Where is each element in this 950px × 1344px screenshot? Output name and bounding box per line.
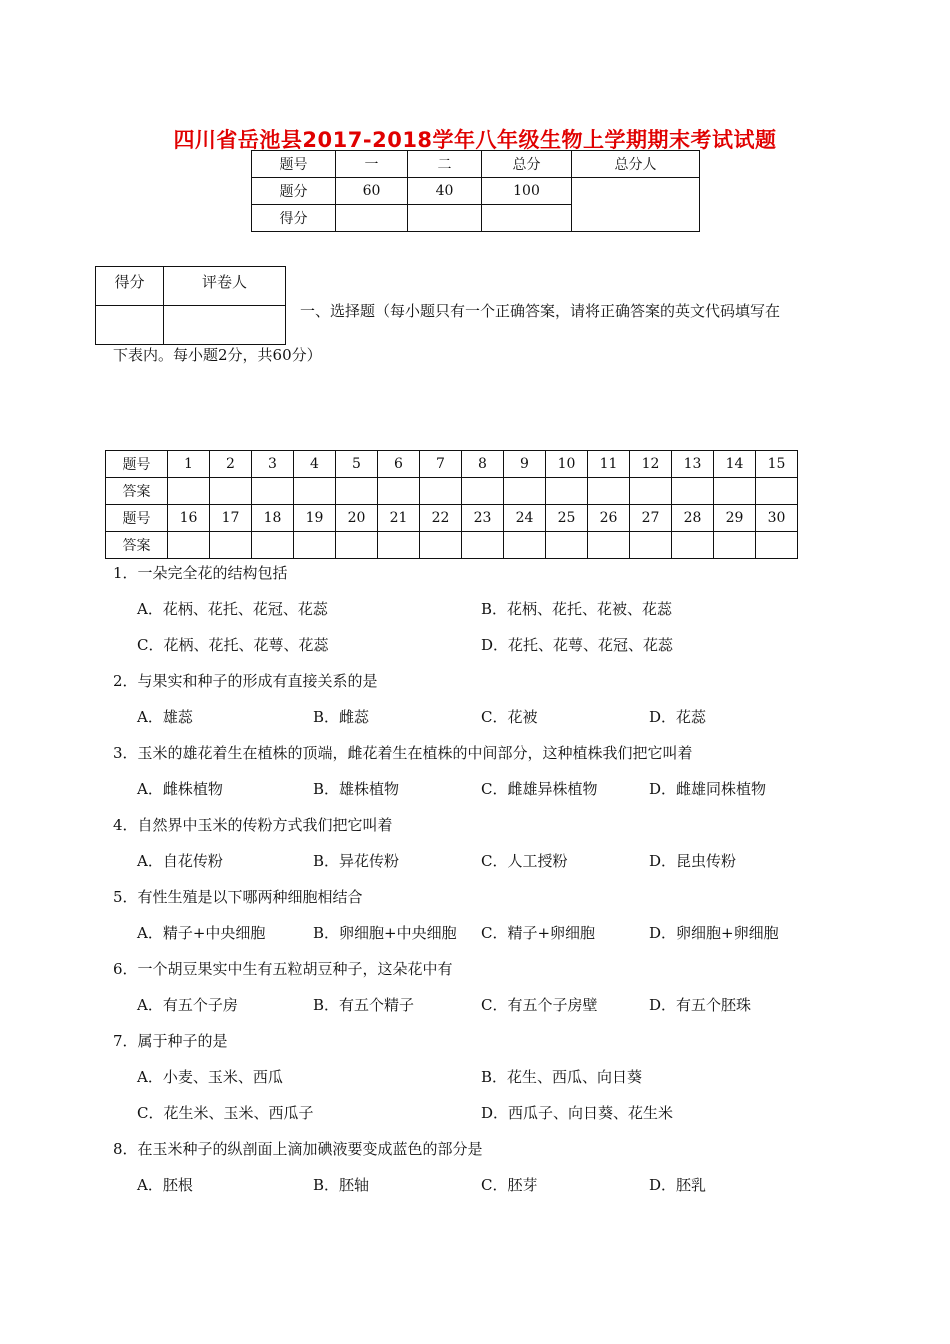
question-option: B．胚轴 xyxy=(313,1176,370,1194)
answer-number-cell: 20 xyxy=(336,505,378,532)
answer-input-cell[interactable] xyxy=(168,532,210,559)
answer-input-cell[interactable] xyxy=(504,478,546,505)
answer-input-cell[interactable] xyxy=(756,478,798,505)
question-option: B．花柄、花托、花被、花蕊 xyxy=(481,600,673,618)
question-option: A．精子+中央细胞 xyxy=(137,924,266,942)
question-option: A．自花传粉 xyxy=(137,852,223,870)
question-option: B．有五个精子 xyxy=(313,996,415,1014)
answer-input-cell[interactable] xyxy=(672,478,714,505)
question-option: C．人工授粉 xyxy=(481,852,568,870)
answer-number-cell: 3 xyxy=(252,451,294,478)
question-option: B．雄株植物 xyxy=(313,780,400,798)
answer-input-cell[interactable] xyxy=(168,478,210,505)
question-stem: 2．与果实和种子的形成有直接关系的是 xyxy=(113,672,378,690)
question-option: B．异花传粉 xyxy=(313,852,400,870)
question-option: C．雌雄异株植物 xyxy=(481,780,598,798)
answer-input-cell[interactable] xyxy=(546,478,588,505)
answer-number-cell: 11 xyxy=(588,451,630,478)
question-stem: 8．在玉米种子的纵剖面上滴加碘液要变成蓝色的部分是 xyxy=(113,1140,483,1158)
answer-input-cell[interactable] xyxy=(210,532,252,559)
question-option: D．卵细胞+卵细胞 xyxy=(649,924,779,942)
grader-label: 评卷人 xyxy=(164,267,286,306)
answer-number-cell: 9 xyxy=(504,451,546,478)
answer-input-cell[interactable] xyxy=(630,478,672,505)
answer-input-cell[interactable] xyxy=(588,478,630,505)
answer-number-cell: 1 xyxy=(168,451,210,478)
answer-input-cell[interactable] xyxy=(462,532,504,559)
question-option: A．雌株植物 xyxy=(137,780,223,798)
answer-table xyxy=(105,450,798,559)
answer-input-cell[interactable] xyxy=(420,532,462,559)
section-heading: 一、选择题（每小题只有一个正确答案，请将正确答案的英文代码填写在 xyxy=(300,302,781,320)
score-cell: 60 xyxy=(336,178,408,205)
question-stem: 5．有性生殖是以下哪两种细胞相结合 xyxy=(113,888,363,906)
question-option: D．花蕊 xyxy=(649,708,707,726)
question-option: D．有五个胚珠 xyxy=(649,996,752,1014)
score-cell: 题分 xyxy=(252,178,336,205)
answer-input-cell[interactable] xyxy=(210,478,252,505)
question-option: C．花柄、花托、花萼、花蕊 xyxy=(137,636,329,654)
answer-label: 答案 xyxy=(106,478,168,505)
question-option: C．胚芽 xyxy=(481,1176,538,1194)
grader-name-input[interactable] xyxy=(164,306,286,345)
answer-number-cell: 12 xyxy=(630,451,672,478)
answer-input-cell[interactable] xyxy=(378,478,420,505)
question-option: C．花被 xyxy=(481,708,538,726)
question-option: A．胚根 xyxy=(137,1176,193,1194)
answer-number-cell: 23 xyxy=(462,505,504,532)
score-header-cell: 总分人 xyxy=(572,151,700,178)
answer-number-cell: 6 xyxy=(378,451,420,478)
answer-number-cell: 15 xyxy=(756,451,798,478)
question-option: C．有五个子房壁 xyxy=(481,996,598,1014)
score-cell: 得分 xyxy=(252,205,336,232)
score-cell: 100 xyxy=(482,178,572,205)
answer-input-cell[interactable] xyxy=(420,478,462,505)
question-stem: 4．自然界中玉米的传粉方式我们把它叫着 xyxy=(113,816,393,834)
score-cell: 40 xyxy=(408,178,482,205)
question-option: B．花生、西瓜、向日葵 xyxy=(481,1068,643,1086)
question-option: D．花托、花萼、花冠、花蕊 xyxy=(481,636,674,654)
answer-number-cell: 21 xyxy=(378,505,420,532)
answer-input-cell[interactable] xyxy=(756,532,798,559)
answer-input-cell[interactable] xyxy=(672,532,714,559)
question-option: A．有五个子房 xyxy=(137,996,238,1014)
answer-number-cell: 28 xyxy=(672,505,714,532)
question-option: D．昆虫传粉 xyxy=(649,852,737,870)
question-option: C．精子+卵细胞 xyxy=(481,924,596,942)
question-stem: 6．一个胡豆果实中生有五粒胡豆种子，这朵花中有 xyxy=(113,960,453,978)
score-input-cell[interactable] xyxy=(482,205,572,232)
answer-number-cell: 22 xyxy=(420,505,462,532)
question-option: A．花柄、花托、花冠、花蕊 xyxy=(137,600,328,618)
total-scorer-cell[interactable] xyxy=(572,178,700,232)
score-input-cell[interactable] xyxy=(336,205,408,232)
answer-number-cell: 8 xyxy=(462,451,504,478)
score-header-cell: 一 xyxy=(336,151,408,178)
answer-input-cell[interactable] xyxy=(588,532,630,559)
score-input-cell[interactable] xyxy=(408,205,482,232)
answer-num-label: 题号 xyxy=(106,451,168,478)
answer-input-cell[interactable] xyxy=(252,532,294,559)
answer-num-label: 题号 xyxy=(106,505,168,532)
grader-score-input[interactable] xyxy=(96,306,164,345)
answer-number-cell: 30 xyxy=(756,505,798,532)
answer-input-cell[interactable] xyxy=(546,532,588,559)
answer-number-cell: 19 xyxy=(294,505,336,532)
question-stem: 7．属于种子的是 xyxy=(113,1032,228,1050)
section-heading-cont: 下表内。每小题2分，共60分） xyxy=(113,346,322,364)
answer-number-cell: 26 xyxy=(588,505,630,532)
answer-number-cell: 16 xyxy=(168,505,210,532)
grader-table xyxy=(95,266,286,345)
answer-input-cell[interactable] xyxy=(294,478,336,505)
question-option: D．雌雄同株植物 xyxy=(649,780,767,798)
question-option: D．胚乳 xyxy=(649,1176,707,1194)
answer-number-cell: 14 xyxy=(714,451,756,478)
answer-number-cell: 17 xyxy=(210,505,252,532)
score-summary-table xyxy=(251,150,700,232)
answer-input-cell[interactable] xyxy=(336,532,378,559)
page-title: 四川省岳池县2017-2018学年八年级生物上学期期末考试试题 xyxy=(173,128,777,152)
question-option: C．花生米、玉米、西瓜子 xyxy=(137,1104,314,1122)
question-option: B．雌蕊 xyxy=(313,708,370,726)
answer-number-cell: 24 xyxy=(504,505,546,532)
answer-input-cell[interactable] xyxy=(252,478,294,505)
answer-number-cell: 5 xyxy=(336,451,378,478)
answer-input-cell[interactable] xyxy=(294,532,336,559)
question-option: D．西瓜子、向日葵、花生米 xyxy=(481,1104,674,1122)
answer-input-cell[interactable] xyxy=(378,532,420,559)
answer-number-cell: 25 xyxy=(546,505,588,532)
answer-input-cell[interactable] xyxy=(462,478,504,505)
answer-number-cell: 27 xyxy=(630,505,672,532)
answer-number-cell: 29 xyxy=(714,505,756,532)
question-stem: 1．一朵完全花的结构包括 xyxy=(113,564,288,582)
answer-number-cell: 4 xyxy=(294,451,336,478)
question-option: A．小麦、玉米、西瓜 xyxy=(137,1068,283,1086)
question-stem: 3．玉米的雄花着生在植株的顶端，雌花着生在植株的中间部分，这种植株我们把它叫着 xyxy=(113,744,693,762)
answer-number-cell: 13 xyxy=(672,451,714,478)
answer-label: 答案 xyxy=(106,532,168,559)
score-header-cell: 总分 xyxy=(482,151,572,178)
answer-number-cell: 2 xyxy=(210,451,252,478)
score-header-cell: 二 xyxy=(408,151,482,178)
answer-number-cell: 7 xyxy=(420,451,462,478)
answer-input-cell[interactable] xyxy=(504,532,546,559)
answer-input-cell[interactable] xyxy=(714,532,756,559)
answer-input-cell[interactable] xyxy=(630,532,672,559)
question-option: B．卵细胞+中央细胞 xyxy=(313,924,457,942)
answer-input-cell[interactable] xyxy=(714,478,756,505)
answer-input-cell[interactable] xyxy=(336,478,378,505)
answer-number-cell: 18 xyxy=(252,505,294,532)
grader-score-label: 得分 xyxy=(96,267,164,306)
score-header-cell: 题号 xyxy=(252,151,336,178)
question-option: A．雄蕊 xyxy=(137,708,193,726)
answer-number-cell: 10 xyxy=(546,451,588,478)
